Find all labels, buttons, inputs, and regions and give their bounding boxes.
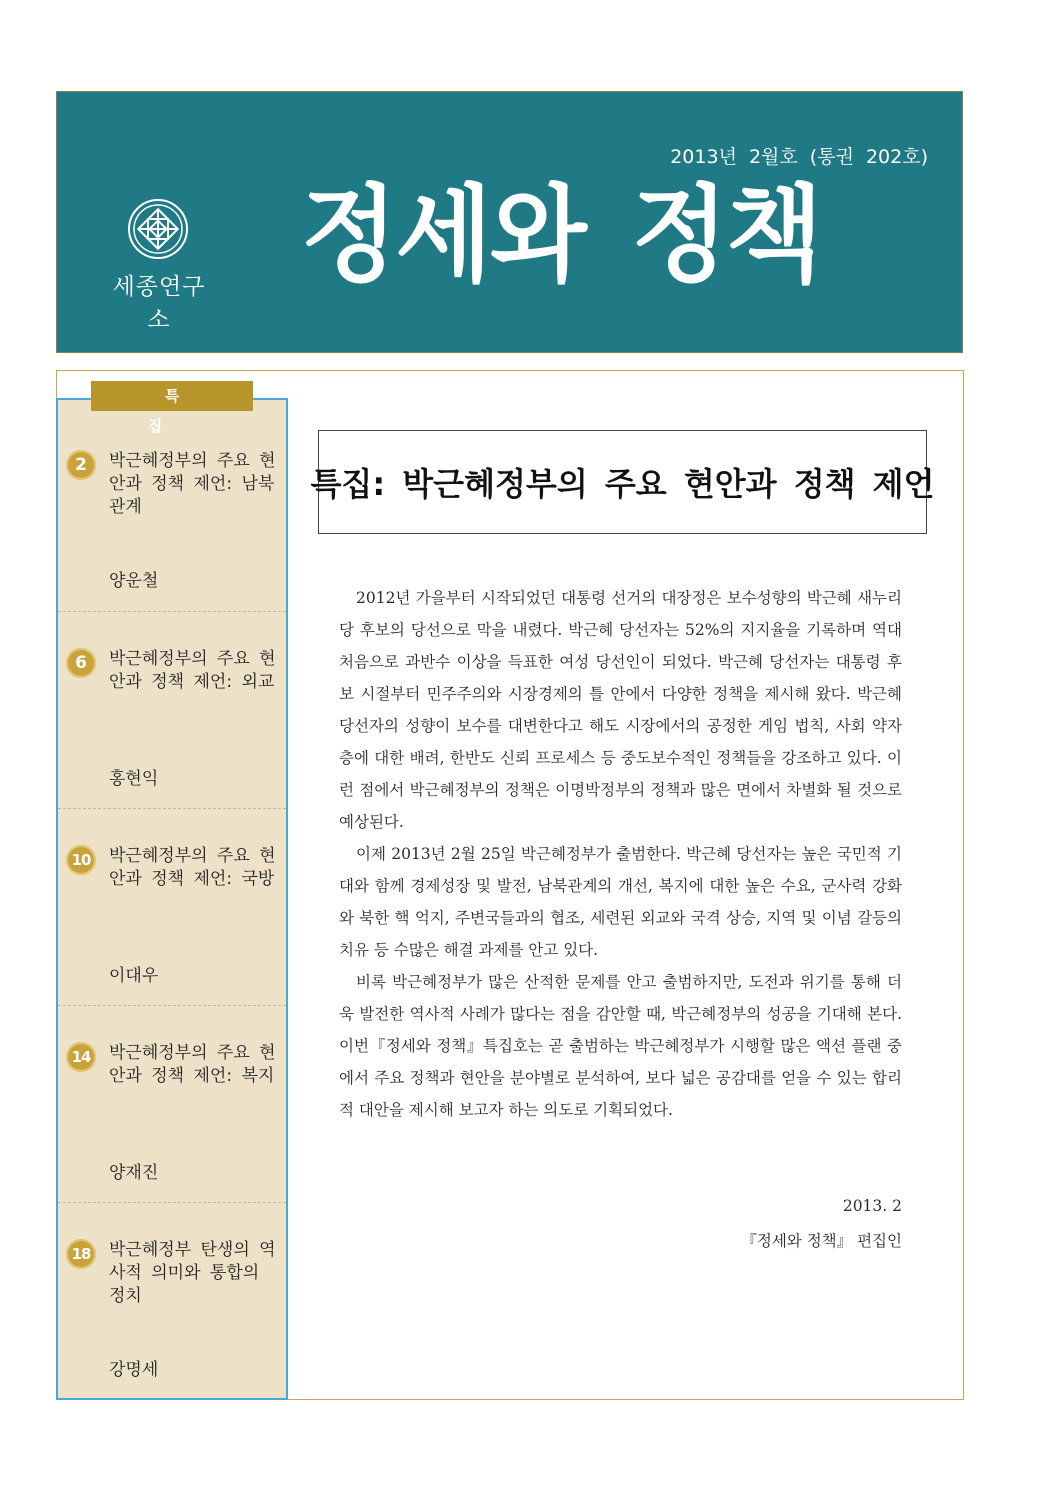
page-number-badge: 10 — [66, 845, 96, 875]
toc-item-author: 이대우 — [109, 966, 159, 986]
page-number-badge: 18 — [66, 1239, 96, 1269]
toc-item-author: 강명세 — [109, 1360, 159, 1380]
article-body — [339, 582, 902, 1126]
article-paragraph: 이제 2013년 2월 25일 박근혜정부가 출범한다. 박근혜 당선자는 높은 국민적 기대와 함께 경제성장 및 발전, 남북관계의 개선, 복지에 대한 높은 수요, 군사력 강화와 북한 핵 억지, 주변국들과의 협조, 세련된 외교와 국격 상승, 지역 및 이념 갈등의 치유 등 수많은 해결 과제를 안고 있다. — [339, 845, 902, 959]
toc-item[interactable] — [58, 1005, 286, 1201]
toc-item-author: 홍현익 — [109, 769, 159, 789]
toc-item[interactable] — [58, 611, 286, 807]
toc-item-title: 박근혜정부의 주요 현안과 정책 제언: 복지 — [109, 1043, 276, 1086]
toc-item[interactable] — [58, 1202, 286, 1398]
issue-info: 2013년 2월호 (통권 202호) — [670, 146, 928, 168]
article-title-box — [310, 430, 935, 534]
toc-item[interactable] — [58, 414, 286, 610]
toc-item-author: 양운철 — [109, 571, 159, 591]
toc-item[interactable] — [58, 808, 286, 1004]
article-paragraph: 비록 박근혜정부가 많은 산적한 문제를 안고 출범하지만, 도전과 위기를 통해 더욱 발전한 역사적 사례가 많다는 점을 감안할 때, 박근혜정부의 성공을 기대해 본다. 이번『정세와 정책』특집호는 곧 출범하는 박근혜정부가 시행할 많은 액션 플랜 중에서 주요 정책과 현안을 분야별로 분석하여, 보다 넓은 공감대를 얻을 수 있는 합리적 대안을 제시해 보고자 하는 의도로 기획되었다. — [339, 973, 902, 1119]
sejong-institute-logo — [127, 198, 189, 260]
org-name: 세종연구소 — [112, 274, 206, 333]
page-number-badge: 14 — [66, 1042, 96, 1072]
toc-item-title: 박근혜정부의 주요 현안과 정책 제언: 외교 — [109, 649, 276, 692]
article-title: 특집: 박근혜정부의 주요 현안과 정책 제언 — [310, 465, 935, 503]
article-date: 2013. 2 — [842, 1197, 902, 1215]
page-number-badge: 2 — [66, 450, 96, 480]
article-paragraph: 2012년 가을부터 시작되었던 대통령 선거의 대장정은 보수성향의 박근혜 새누리당 후보의 당선으로 막을 내렸다. 박근혜 당선자는 52%의 지지율을 기록하며 역대 처음으로 과반수 이상을 득표한 여성 당선인이 되었다. 박근혜 당선자는 대통령 후보 시절부터 민주주의와 시장경제의 틀 안에서 다양한 정책을 제시해 왔다. 박근혜 당선자의 성향이 보수를 대변한다고 해도 시장에서의 공정한 게임 법칙, 사회 약자층에 대한 배려, 한반도 신뢰 프로세스 등 중도보수적인 정책들을 강조하고 있다. 이런 점에서 박근혜정부의 정책은 이명박정부의 정책과 많은 면에서 차별화 될 것으로 예상된다. — [339, 589, 902, 831]
page-number-badge: 6 — [66, 648, 96, 678]
masthead-banner — [56, 91, 963, 353]
toc-item-author: 양재진 — [109, 1163, 159, 1183]
toc-item-title: 박근혜정부 탄생의 역사적 의미와 통합의 정치 — [109, 1240, 276, 1306]
editor-signature: 『정세와 정책』 편집인 — [741, 1232, 902, 1250]
publication-title: 정세와 정책 — [301, 173, 821, 297]
toc-item-title: 박근혜정부의 주요 현안과 정책 제언: 남북관계 — [109, 451, 276, 517]
toc-item-title: 박근혜정부의 주요 현안과 정책 제언: 국방 — [109, 846, 276, 889]
special-feature-tab: 특 집 — [91, 381, 253, 411]
